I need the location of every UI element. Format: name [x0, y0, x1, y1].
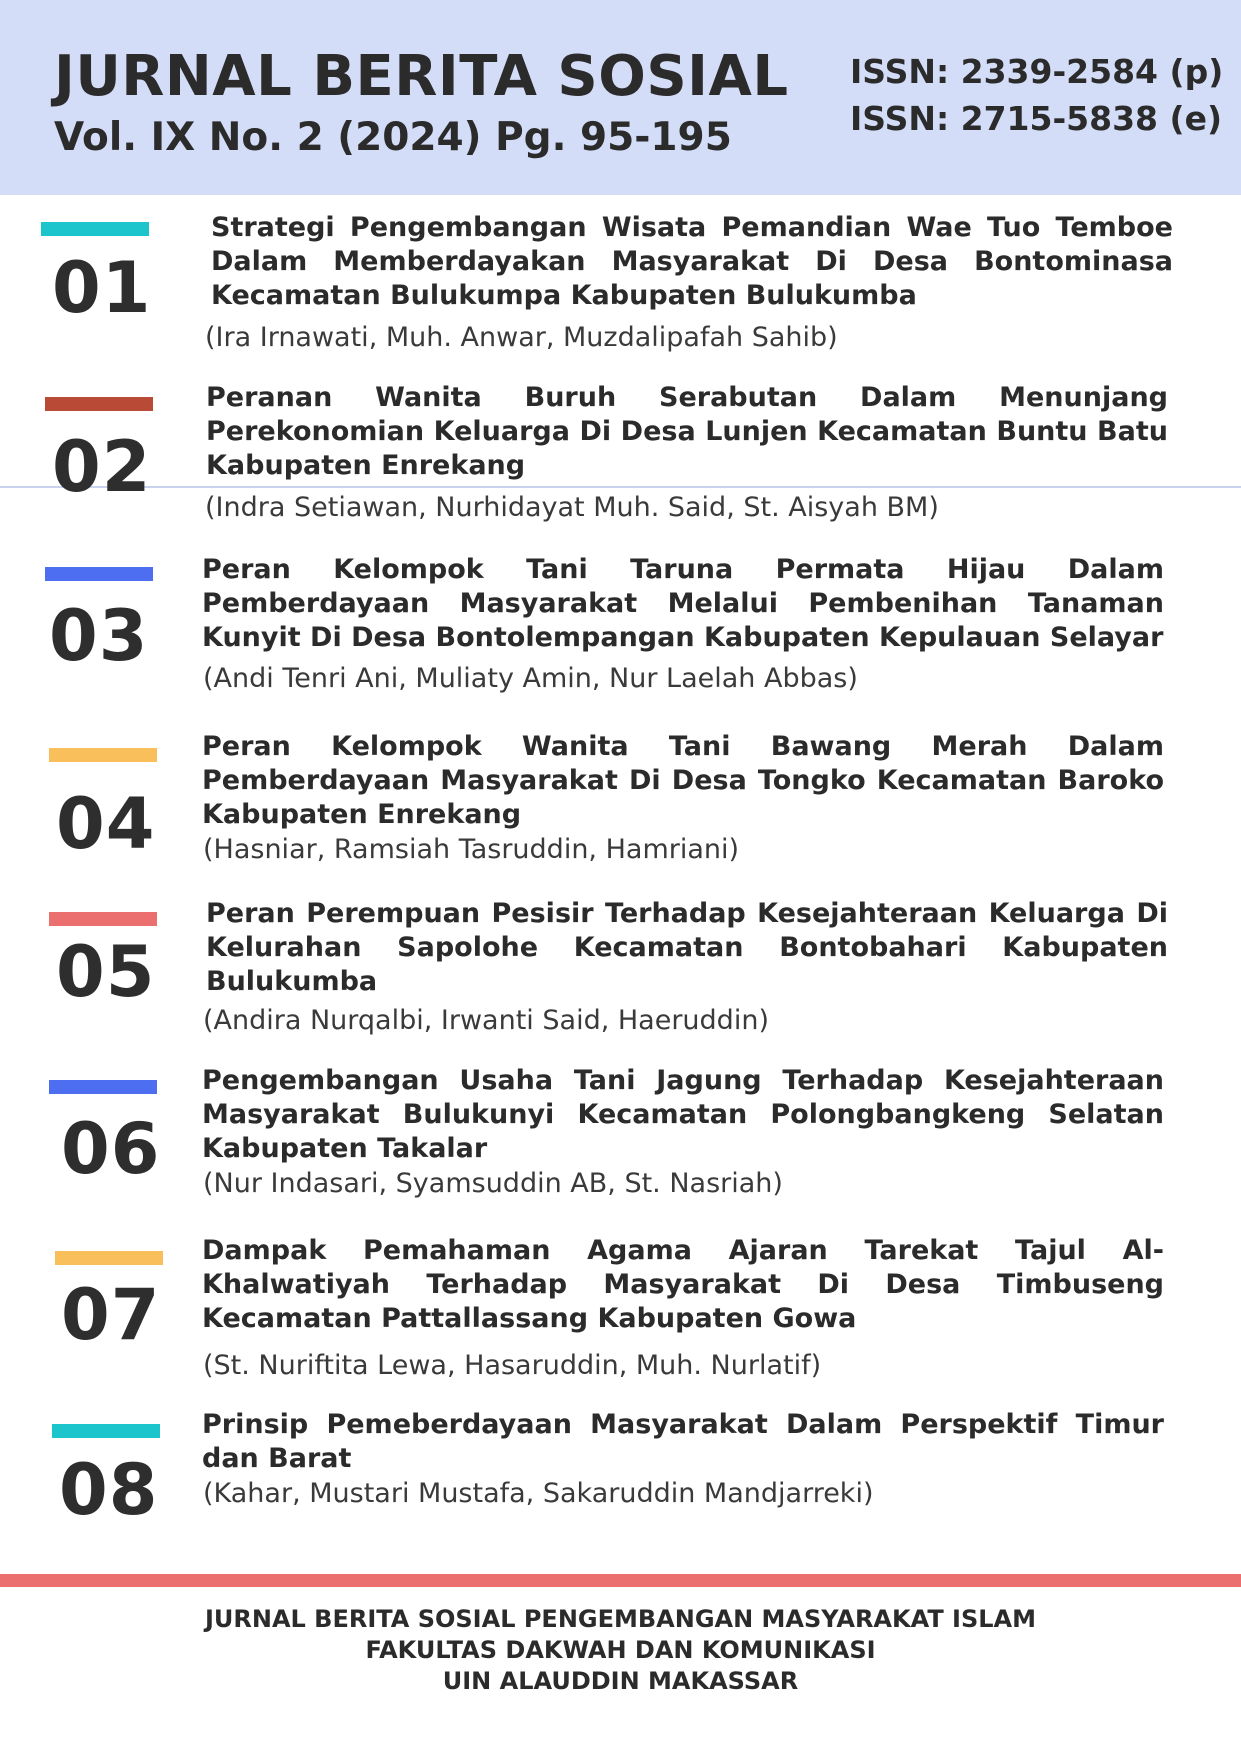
accent-bar [49, 1080, 157, 1094]
accent-bar [49, 912, 157, 926]
article-authors: (Ira Irnawati, Muh. Anwar, Muzdalipafah Sahib) [205, 322, 838, 353]
issn-print: ISSN: 2339-2584 (p) [850, 52, 1224, 91]
publisher-footer [0, 1604, 1241, 1697]
article-title[interactable]: Prinsip Pemeberdayaan Masyarakat Dalam Perspektif Timur dan Barat [202, 1409, 1164, 1474]
article-number: 04 [56, 783, 156, 865]
article-number: 08 [59, 1449, 159, 1531]
article-authors: (Indra Setiawan, Nurhidayat Muh. Said, St. Aisyah BM) [205, 492, 939, 523]
footer-line-university: UIN ALAUDDIN MAKASSAR [442, 1667, 799, 1695]
journal-title: JURNAL BERITA SOSIAL [54, 44, 789, 109]
accent-bar [55, 1251, 163, 1265]
accent-bar [45, 397, 153, 411]
article-number: 03 [49, 595, 149, 677]
article-title[interactable]: Pengembangan Usaha Tani Jagung Terhadap Kesejahteraan Masyarakat Bulukunyi Kecamatan Polongbangkeng Selatan Kabupaten Takalar [202, 1065, 1164, 1164]
accent-bar [45, 567, 153, 581]
article-title[interactable]: Peran Kelompok Wanita Tani Bawang Merah Dalam Pemberdayaan Masyarakat Di Desa Tongko Kecamatan Baroko Kabupaten Enrekang [202, 731, 1164, 830]
volume-issue-pages: Vol. IX No. 2 (2024) Pg. 95-195 [54, 115, 732, 160]
article-title[interactable]: Dampak Pemahaman Agama Ajaran Tarekat Tajul Al-Khalwatiyah Terhadap Masyarakat Di Desa Timbuseng Kecamatan Pattallassang Kabupaten Gowa [202, 1235, 1164, 1334]
article-number: 07 [61, 1274, 161, 1356]
article-authors: (St. Nuriftita Lewa, Hasaruddin, Muh. Nurlatif) [203, 1350, 822, 1381]
article-title[interactable]: Peran Perempuan Pesisir Terhadap Kesejahteraan Keluarga Di Kelurahan Sapolohe Kecamatan Bontobahari Kabupaten Bulukumba [206, 898, 1168, 997]
footer-line-faculty: FAKULTAS DAKWAH DAN KOMUNIKASI [365, 1636, 876, 1664]
article-title[interactable]: Peranan Wanita Buruh Serabutan Dalam Menunjang Perekonomian Keluarga Di Desa Lunjen Kecamatan Buntu Batu Kabupaten Enrekang [206, 382, 1168, 481]
article-authors: (Andi Tenri Ani, Muliaty Amin, Nur Laelah Abbas) [203, 663, 858, 694]
accent-bar [49, 748, 157, 762]
article-number: 01 [52, 247, 152, 329]
faint-divider-line [0, 486, 1241, 488]
article-number: 05 [56, 931, 156, 1013]
article-number: 02 [52, 426, 152, 508]
footer-line-journal: JURNAL BERITA SOSIAL PENGEMBANGAN MASYARAKAT ISLAM [204, 1605, 1037, 1633]
article-title[interactable]: Strategi Pengembangan Wisata Pemandian Wae Tuo Temboe Dalam Memberdayakan Masyarakat Di Desa Bontominasa Kecamatan Bulukumpa Kabupaten Bulukumba [211, 212, 1173, 311]
article-authors: (Andira Nurqalbi, Irwanti Said, Haeruddin) [203, 1005, 769, 1036]
accent-bar [52, 1424, 160, 1438]
article-authors: (Kahar, Mustari Mustafa, Sakaruddin Mandjarreki) [203, 1478, 874, 1509]
article-authors: (Hasniar, Ramsiah Tasruddin, Hamriani) [203, 834, 740, 865]
article-title[interactable]: Peran Kelompok Tani Taruna Permata Hijau Dalam Pemberdayaan Masyarakat Melalui Pembenihan Tanaman Kunyit Di Desa Bontolempangan Kabupaten Kepulauan Selayar [202, 554, 1164, 653]
footer-divider [0, 1574, 1241, 1587]
issn-electronic: ISSN: 2715-5838 (e) [850, 99, 1223, 138]
journal-header [0, 0, 1241, 195]
article-number: 06 [61, 1108, 161, 1190]
accent-bar [41, 222, 149, 236]
article-authors: (Nur Indasari, Syamsuddin AB, St. Nasriah) [203, 1168, 783, 1199]
